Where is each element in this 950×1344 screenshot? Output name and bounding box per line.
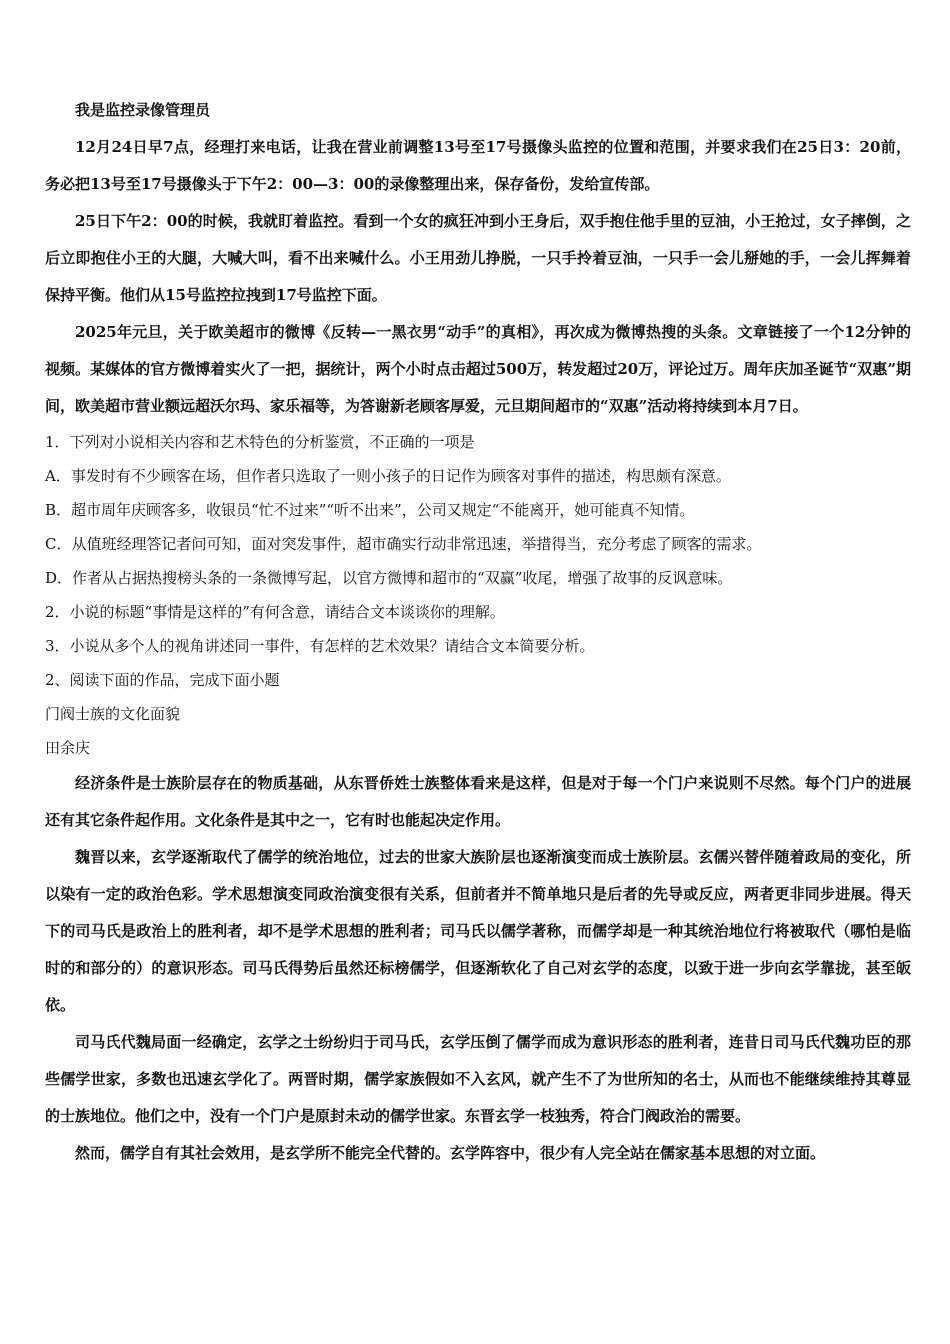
section-instruction: 2、阅读下面的作品，完成下面小题 bbox=[45, 671, 280, 689]
story-paragraph: 12月24日早7点，经理打来电话，让我在营业前调整13号至17号摄像头监控的位置和范围，并要求我们在25日3：20前，务必把13号至17号摄像头于下午2：00—3：00的录像整理出来，保存备份，发给宣传部。 bbox=[45, 138, 911, 193]
essay-paragraph: 魏晋以来，玄学逐渐取代了儒学的统治地位，过去的世家大族阶层也逐渐演变而成士族阶层。玄儒兴替伴随着政局的变化，所以染有一定的政治色彩。学术思想演变同政治演变很有关系，但前者并不简单地只是后者的先导或反应，两者更非同步进展。得天下的司马氏是政治上的胜利者，却不是学术思想的胜利者；司马氏以儒学著称，而儒学却是一种其统治地位行将被取代（哪怕是临时的和部分的）的意识形态。司马氏得势后虽然还标榜儒学，但逐渐软化了自己对玄学的态度，以致于进一步向玄学靠拢，甚至皈依。 bbox=[45, 848, 911, 1014]
story-paragraph: 25日下午2：00的时候，我就盯着监控。看到一个女的疯狂冲到小王身后，双手抱住他手里的豆油，小王抢过，女子摔倒，之后立即抱住小王的大腿，大喊大叫，看不出来喊什么。小王用劲儿挣脱，一只手拎着豆油，一只手一会儿掰她的手，一会儿挥舞着保持平衡。他们从15号监控拉拽到17号监控下面。 bbox=[45, 212, 911, 304]
essay-paragraph: 司马氏代魏局面一经确定，玄学之士纷纷归于司马氏，玄学压倒了儒学而成为意识形态的胜利者，连昔日司马氏代魏功臣的那些儒学世家，多数也迅速玄学化了。两晋时期，儒学家族假如不入玄风，就产生不了为世所知的名士，从而也不能继续维持其尊显的士族地位。他们之中，没有一个门户是原封未动的儒学世家。东晋玄学一枝独秀，符合门阀政治的需要。 bbox=[45, 1033, 911, 1125]
essay-author: 田余庆 bbox=[45, 739, 91, 757]
question-1: 1．下列对小说相关内容和艺术特色的分析鉴赏，不正确的一项是 bbox=[45, 433, 475, 451]
option-d: D．作者从占据热搜榜头条的一条微博写起，以官方微博和超市的“双赢”收尾，增强了故事的反讽意味。 bbox=[45, 569, 733, 587]
question-2: 2．小说的标题“事情是这样的”有何含意，请结合文本谈谈你的理解。 bbox=[45, 603, 505, 621]
option-a: A．事发时有不少顾客在场，但作者只选取了一则小孩子的日记作为顾客对事件的描述，构思颇有深意。 bbox=[45, 467, 731, 485]
option-b: B．超市周年庆顾客多，收银员“忙不过来”“听不出来”，公司又规定“不能离开，她可能真不知情。 bbox=[45, 501, 695, 519]
essay-paragraph: 经济条件是士族阶层存在的物质基础，从东晋侨姓士族整体看来是这样，但是对于每一个门户来说则不尽然。每个门户的进展还有其它条件起作用。文化条件是其中之一，它有时也能起决定作用。 bbox=[45, 774, 911, 829]
document-page bbox=[45, 92, 911, 1172]
story-heading: 我是监控录像管理员 bbox=[75, 101, 211, 119]
question-3: 3．小说从多个人的视角讲述同一事件，有怎样的艺术效果？请结合文本简要分析。 bbox=[45, 637, 595, 655]
option-c: C．从值班经理答记者问可知，面对突发事件，超市确实行动非常迅速，举措得当，充分考虑了顾客的需求。 bbox=[45, 535, 762, 553]
essay-paragraph: 然而，儒学自有其社会效用，是玄学所不能完全代替的。玄学阵容中，很少有人完全站在儒家基本思想的对立面。 bbox=[75, 1144, 826, 1162]
essay-title: 门阀士族的文化面貌 bbox=[45, 705, 181, 723]
story-paragraph: 2025年元旦，关于欧美超市的微博《反转—一黑衣男“动手”的真相》，再次成为微博热搜的头条。文章链接了一个12分钟的视频。某媒体的官方微博着实火了一把，据统计，两个小时点击超过500万，转发超过20万，评论过万。周年庆加圣诞节“双惠”期间，欧美超市营业额远超沃尔玛、家乐福等，为答谢新老顾客厚爱，元旦期间超市的“双惠”活动将持续到本月7日。 bbox=[45, 323, 911, 415]
